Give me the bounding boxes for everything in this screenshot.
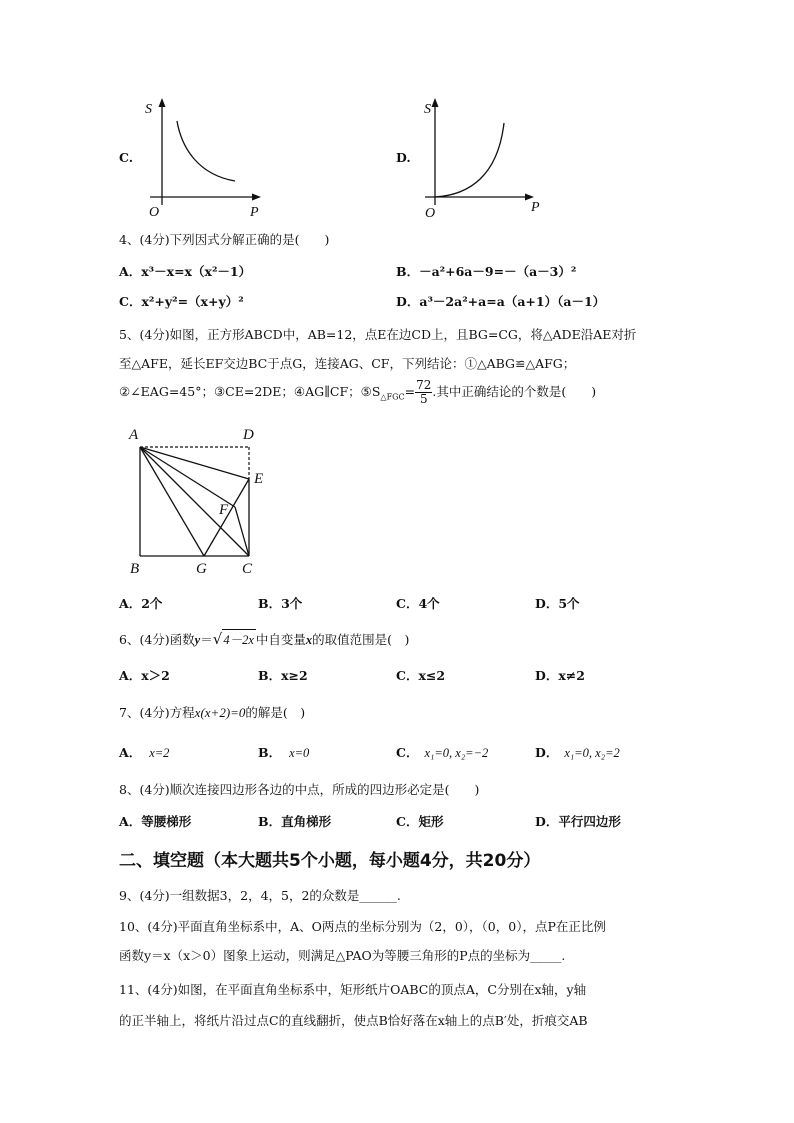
q5-fraction (415, 379, 432, 406)
q7-option-b-value: x=0 (289, 746, 310, 760)
q7-option-a[interactable] (119, 743, 169, 761)
q5-stem-line3 (119, 379, 596, 406)
q5-label-b: B (130, 561, 140, 577)
q3d-parabola (435, 123, 504, 197)
q7-equation: x(x+2)=0 (194, 705, 246, 720)
q6-stem-a: 6、(4分)函数 (119, 632, 195, 647)
q5-label-c: C (242, 561, 253, 577)
q7-option-b[interactable] (258, 743, 309, 761)
q7-option-c-letter: C． (396, 745, 419, 760)
q7-option-c[interactable] (396, 743, 488, 761)
q5-stem-line2: 至△AFE，延长EF交边BC于点G，连接AG、CF，下列结论：①△ABG≌△AFG； (119, 356, 576, 371)
q10-line2: 函数y＝x（x＞0）图象上运动，则满足△PAO为等腰三角形的P点的坐标为_____. (119, 948, 566, 963)
q8-stem: 8、(4分)顺次连接四边形各边的中点，所成的四边形必定是( ) (119, 782, 480, 797)
q5-fraction-numerator: 72 (416, 378, 432, 392)
q7-option-d[interactable] (535, 743, 620, 761)
q4-option-d[interactable]: D．a³－2a²+a=a（a+1）（a－1） (396, 294, 606, 309)
q4-stem: 4、(4分)下列因式分解正确的是( ) (119, 232, 330, 247)
q5-line-af (140, 447, 235, 507)
q3d-o-label: O (425, 206, 436, 221)
q5-option-c[interactable]: C．4个 (396, 596, 440, 611)
q5-option-a[interactable]: A．2个 (119, 596, 163, 611)
q10-line1: 10、(4分)平面直角坐标系中，A、O两点的坐标分别为（2，0），（0，0），点P在正比例 (119, 919, 606, 934)
q6-stem-b: 中自变量 (255, 632, 306, 647)
q3c-x-arrow (252, 194, 261, 201)
q5-option-d[interactable]: D．5个 (535, 596, 580, 611)
q3-option-d-label: D. (396, 150, 411, 165)
q5-square-figure (125, 420, 275, 580)
q6-y: y (194, 633, 201, 647)
q7-option-c-value: x₁=0, x₂=−2 (424, 746, 489, 760)
q6-stem-c: 的取值范围是( ) (312, 632, 410, 647)
q6-option-b[interactable]: B．x≥2 (258, 668, 308, 683)
q6-option-c[interactable]: C．x≤2 (396, 668, 446, 683)
q8-option-a[interactable]: A．等腰梯形 (119, 814, 192, 829)
q7-stem (119, 703, 305, 721)
q5-line3-part-a: ②∠EAG=45°；③CE=2DE；④AG∥CF；⑤S (119, 384, 381, 399)
q9-text: 9、(4分)一组数据3，2，4，5，2的众数是______. (119, 888, 401, 903)
q6-stem (119, 629, 409, 648)
q5-equals: = (404, 384, 416, 399)
q8-option-c[interactable]: C．矩形 (396, 814, 444, 829)
q3c-o-label: O (149, 205, 160, 220)
q7-stem-b: 的解是( ) (245, 705, 306, 720)
q6-option-a[interactable]: A．x＞2 (119, 668, 170, 683)
q3d-p-label: P (531, 200, 540, 215)
q3c-s-label: S (145, 102, 152, 117)
q5-label-a: A (129, 427, 139, 443)
q5-area-subscript: △FGC (380, 392, 405, 402)
q3c-y-arrow (159, 98, 166, 107)
q5-stem-line1: 5、(4分)如图，正方形ABCD中，AB=12，点E在边CD上，且BG=CG，将△ADE沿AE对折 (119, 327, 637, 342)
q7-option-d-value: x₁=0, x₂=2 (564, 746, 620, 760)
q6-eq: ＝ (200, 632, 213, 647)
q7-option-d-letter: D． (535, 745, 559, 760)
q3d-s-label: S (424, 102, 431, 117)
q3c-p-label: P (250, 205, 259, 220)
q8-option-d[interactable]: D．平行四边形 (535, 814, 621, 829)
q11-line1: 11、(4分)如图，在平面直角坐标系中，矩形纸片OABC的顶点A，C分别在x轴，y轴 (119, 982, 587, 997)
q7-option-a-letter: A． (119, 745, 142, 760)
q6-root-sign: √ (212, 630, 223, 648)
q7-option-b-letter: B． (258, 745, 282, 760)
q4-option-b[interactable]: B．－a²+6a－9=－（a－3）² (396, 264, 577, 279)
q3-graph-d (420, 95, 555, 225)
section-heading-fill-in: 二、填空题（本大题共5个小题，每小题4分，共20分） (119, 851, 541, 871)
q5-label-f: F (219, 502, 229, 518)
q6-x: x (305, 633, 313, 647)
q5-option-b[interactable]: B．3个 (258, 596, 303, 611)
q7-stem-a: 7、(4分)方程 (119, 705, 195, 720)
q5-label-d: D (243, 427, 254, 443)
q4-option-c[interactable]: C．x²+y²=（x+y）² (119, 294, 244, 309)
q3d-y-arrow (432, 98, 439, 107)
q6-radicand: 4－2x (222, 629, 256, 648)
q5-line3-part-b: .其中正确结论的个数是( ) (432, 384, 597, 399)
q5-fraction-denominator: 5 (419, 392, 428, 406)
q8-option-b[interactable]: B．直角梯形 (258, 814, 332, 829)
q5-label-e: E (254, 471, 264, 487)
q5-label-g: G (196, 561, 207, 577)
q3-graph-c (140, 95, 275, 225)
q3-option-c-label: C. (119, 150, 134, 165)
q4-option-a[interactable]: A．x³－x=x（x²－1） (119, 264, 252, 279)
q6-option-d[interactable]: D．x≠2 (535, 668, 585, 683)
q3c-hyperbola (177, 121, 235, 181)
q7-option-a-value: x=2 (149, 746, 170, 760)
q11-line2: 的正半轴上，将纸片沿过点C的直线翻折，使点B恰好落在x轴上的点B′处，折痕交AB (119, 1013, 588, 1028)
